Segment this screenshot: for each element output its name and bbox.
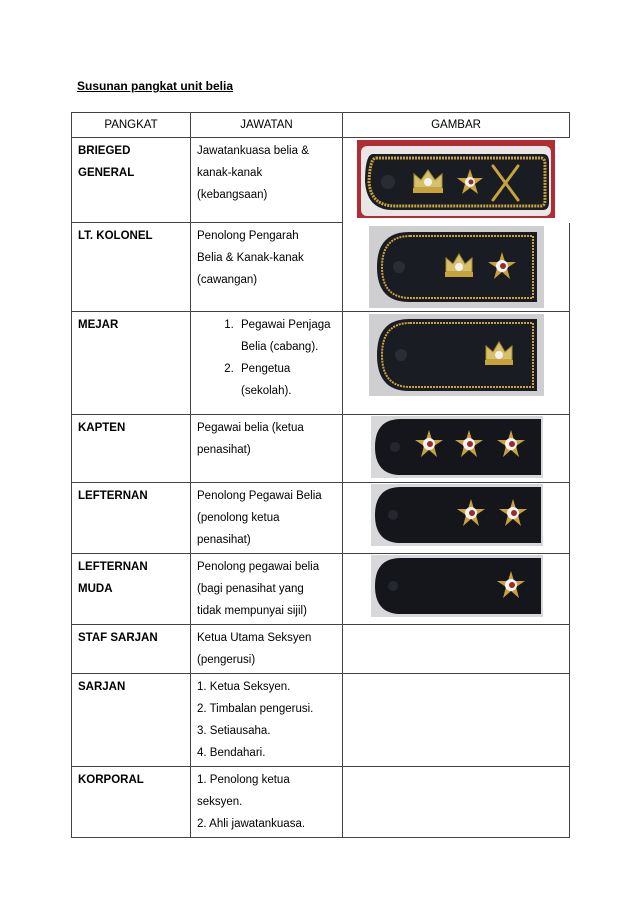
position-line: 4. Bendahari. — [197, 747, 266, 759]
position-line: (pengerusi) — [197, 654, 256, 666]
rank-cell: STAF SARJAN — [72, 625, 191, 674]
position-cell — [191, 223, 343, 312]
list-item: 1. Pegawai Penjaga Belia (cabang). — [237, 314, 336, 358]
insignia-mejar — [369, 314, 544, 396]
insignia-cell — [343, 138, 570, 223]
position-cell — [191, 625, 343, 674]
table-row — [72, 625, 570, 674]
position-line: 3. Setiausaha. — [197, 725, 271, 737]
insignia-cell — [343, 223, 570, 312]
header-jawatan: JAWATAN — [191, 113, 343, 138]
insignia-kapten — [371, 416, 543, 478]
position-line: penasihat) — [197, 444, 251, 456]
table-header-row — [72, 113, 570, 138]
insignia-cell — [343, 674, 570, 767]
position-line: Pegawai belia (ketua — [197, 422, 304, 434]
page-title: Susunan pangkat unit belia — [77, 79, 234, 93]
rank-cell: SARJAN — [72, 674, 191, 767]
list-item: 2. Pengetua (sekolah). — [237, 358, 336, 402]
position-cell — [191, 554, 343, 625]
position-line: Penolong Pengarah — [197, 230, 299, 242]
position-line: 2. Timbalan pengerusi. — [197, 703, 314, 715]
insignia-lt-kolonel — [369, 226, 544, 308]
table-row — [72, 767, 570, 838]
position-line: Penolong Pegawai Belia — [197, 490, 322, 502]
position-line: Jawatankuasa belia & — [197, 145, 309, 157]
position-cell — [191, 415, 343, 483]
position-line: (penolong ketua — [197, 512, 280, 524]
position-line: (cawangan) — [197, 274, 258, 286]
position-line: (bagi penasihat yang — [197, 583, 304, 595]
insignia-cell — [343, 312, 570, 415]
position-line: Penolong pegawai belia — [197, 561, 320, 573]
table-row — [72, 483, 570, 554]
position-cell — [191, 138, 343, 223]
insignia-cell — [343, 625, 570, 674]
position-line: 1. Ketua Seksyen. — [197, 681, 291, 693]
position-line: Belia & Kanak-kanak — [197, 252, 304, 264]
table-row — [72, 674, 570, 767]
table-row — [72, 223, 570, 312]
insignia-cell — [343, 415, 570, 483]
insignia-cell — [343, 554, 570, 625]
rank-cell: KAPTEN — [72, 415, 191, 483]
position-cell — [191, 674, 343, 767]
position-cell — [191, 483, 343, 554]
rank-cell: LEFTERNAN — [72, 483, 191, 554]
rank-text: LEFTERNAN MUDA — [78, 561, 148, 595]
position-list — [197, 314, 336, 402]
rank-table — [71, 112, 570, 838]
rank-cell — [72, 138, 191, 223]
position-line: Ketua Utama Seksyen — [197, 632, 312, 644]
rank-cell: MEJAR — [72, 312, 191, 415]
insignia-cell — [343, 483, 570, 554]
table-row — [72, 312, 570, 415]
position-line: (kebangsaan) — [197, 189, 268, 201]
insignia-brieged-general — [343, 138, 570, 223]
table-row — [72, 138, 570, 223]
insignia-lefternan-muda — [371, 555, 543, 617]
header-gambar: GAMBAR — [343, 113, 570, 138]
position-cell — [191, 312, 343, 415]
table-row — [72, 415, 570, 483]
table-row — [72, 554, 570, 625]
position-cell — [191, 767, 343, 838]
position-line: 2. Ahli jawatankuasa. — [197, 818, 306, 830]
rank-cell: LT. KOLONEL — [72, 223, 191, 312]
rank-cell: KORPORAL — [72, 767, 191, 838]
position-line: penasihat) — [197, 534, 251, 546]
position-line: tidak mempunyai sijil) — [197, 605, 307, 617]
insignia-lefternan — [371, 484, 543, 546]
insignia-cell — [343, 767, 570, 838]
position-line: kanak-kanak — [197, 167, 263, 179]
position-line: seksyen. — [197, 796, 243, 808]
rank-cell — [72, 554, 191, 625]
rank-text: BRIEGED GENERAL — [78, 145, 135, 179]
header-pangkat: PANGKAT — [72, 113, 191, 138]
position-line: 1. Penolong ketua — [197, 774, 290, 786]
